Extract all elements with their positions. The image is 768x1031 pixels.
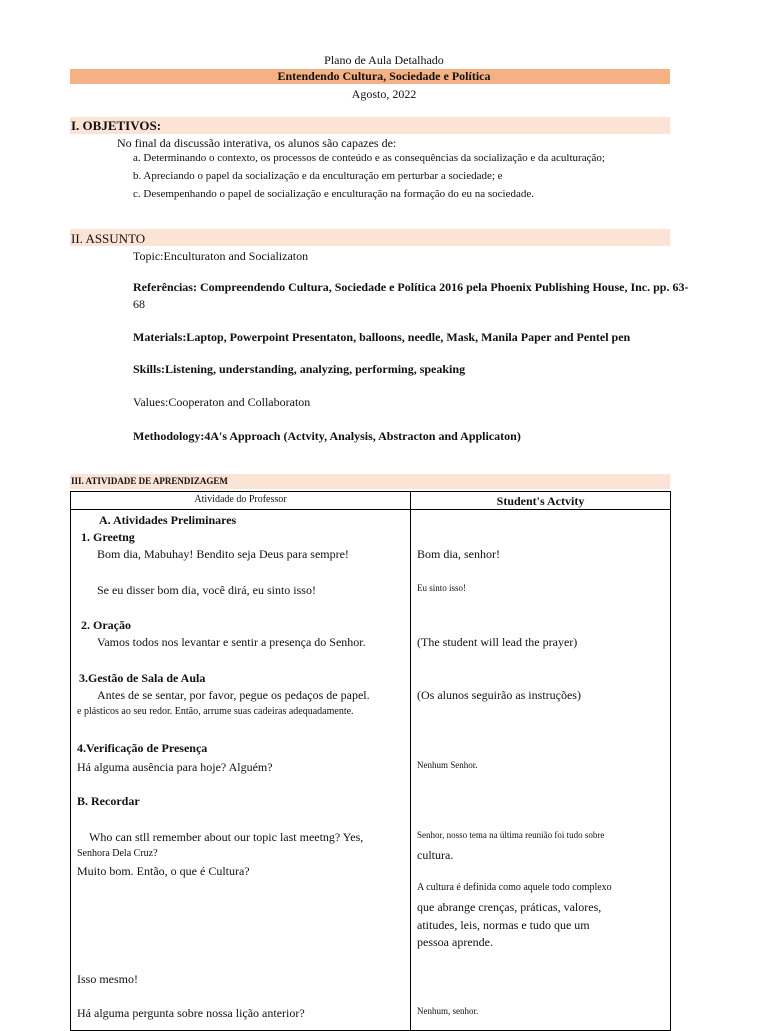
recall-heading: B. Recordar — [77, 794, 140, 808]
objective-item: a. Determinando o contexto, os processos de conteúdo e as consequências da socialização e da aculturação; — [133, 152, 605, 164]
table-text: (The student will lead the prayer) — [417, 635, 578, 649]
table-text: Há alguma ausência para hoje? Alguém? — [77, 760, 273, 774]
objective-item: b. Apreciando o papel da socialização e da enculturação em perturbar a sociedade; e — [133, 170, 503, 182]
table-text: Bom dia, senhor! — [417, 547, 500, 561]
table-text: Senhor, nosso tema na última reunião foi tudo sobre — [417, 830, 605, 840]
objectives-heading: I. OBJETIVOS: — [71, 118, 162, 133]
subject-heading: II. ASSUNTO — [71, 231, 146, 246]
table-text: Bom dia, Mabuhay! Bendito seja Deus para sempre! — [97, 547, 349, 561]
table-text: Se eu disser bom dia, você dirá, eu sinto isso! — [97, 583, 316, 597]
subject-band — [70, 229, 670, 246]
classroom-heading: 3.Gestão de Sala de Aula — [79, 671, 206, 685]
table-text: atitudes, leis, normas e tudo que um — [417, 918, 590, 932]
table-text: pessoa aprende. — [417, 935, 493, 949]
objectives-intro: No final da discussão interativa, os alunos são capazes de: — [117, 136, 397, 150]
greeting-heading: 1. Greetng — [81, 530, 135, 544]
table-text: A cultura é definida como aquele todo complexo — [417, 882, 612, 893]
table-text: Nenhum Senhor. — [417, 760, 478, 770]
skills-line: Skills:Listening, understanding, analyzing, performing, speaking — [133, 362, 466, 376]
references-line: Referências: Compreendendo Cultura, Sociedade e Política 2016 pela Phoenix Publishing House, Inc. pp. 63- — [133, 280, 689, 294]
student-activity-cell — [411, 510, 671, 1031]
materials-line: Materials:Laptop, Powerpoint Presentaton, balloons, needle, Mask, Manila Paper and Pentel pen — [133, 330, 631, 344]
table-text: Muito bom. Então, o que é Cultura? — [77, 864, 250, 878]
table-text: Who can stll remember about our topic last meetng? Yes, — [89, 830, 364, 844]
table-text: Eu sinto isso! — [417, 583, 467, 593]
student-column-header: Student's Actvity — [411, 492, 671, 510]
lesson-date: Agosto, 2022 — [351, 87, 417, 101]
table-text: Senhora Dela Cruz? — [77, 848, 158, 859]
table-text: Há alguma pergunta sobre nossa lição anterior? — [77, 1006, 305, 1020]
table-text: Vamos todos nos levantar e sentir a presença do Senhor. — [97, 635, 366, 649]
table-text: (Os alunos seguirão as instruções) — [417, 688, 581, 702]
methodology-line: Methodology:4A's Approach (Actvity, Analysis, Abstracton and Applicaton) — [133, 429, 521, 443]
table-text: Antes de se sentar, por favor, pegue os pedaços de papel. — [97, 688, 370, 702]
table-text: que abrange crenças, práticas, valores, — [417, 900, 602, 914]
table-text: cultura. — [417, 848, 454, 862]
prayer-heading: 2. Oração — [81, 618, 131, 632]
activity-table — [70, 491, 671, 1031]
table-text: Nenhum, senhor. — [417, 1006, 479, 1016]
values-line: Values:Cooperaton and Collaboraton — [133, 395, 311, 409]
table-text: Isso mesmo! — [77, 972, 138, 986]
subject-title: Entendendo Cultura, Sociedade e Política — [277, 69, 491, 83]
table-text: e plásticos ao seu redor. Então, arrume suas cadeiras adequadamente. — [77, 706, 354, 717]
activity-heading: III. ATIVIDADE DE APRENDIZAGEM — [71, 476, 228, 486]
references-pages: 68 — [133, 297, 145, 311]
preliminary-heading: A. Atividades Preliminares — [99, 513, 237, 527]
topic-line: Topic:Enculturaton and Socializaton — [133, 249, 309, 263]
objective-item: c. Desempenhando o papel de socialização e enculturação na formação do eu na sociedade. — [133, 188, 535, 200]
attendance-heading: 4.Verificação de Presença — [77, 741, 208, 755]
document-title: Plano de Aula Detalhado — [324, 53, 444, 67]
teacher-activity-cell — [71, 510, 411, 1031]
teacher-column-header: Atividade do Professor — [71, 492, 411, 510]
